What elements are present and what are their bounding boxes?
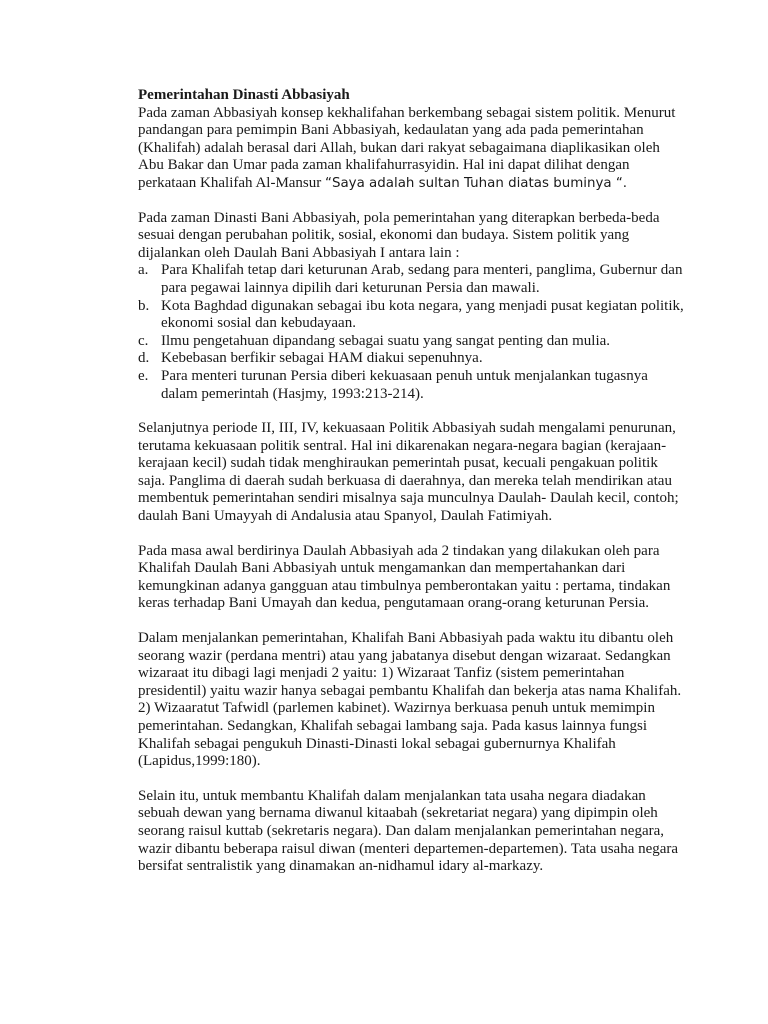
paragraph-wizaraat: Dalam menjalankan pemerintahan, Khalifah Bani Abbasiyah pada waktu itu dibantu oleh seorang wazir (perdana mentri) atau yang jabatanya disebut dengan wizaraat. Sedangkan wizaraat itu dibagi lagi menjadi 2 yaitu: 1) Wizaraat Tanfiz (sistem pemerintahan presidentil) yaitu wazir hanya sebagai pembantu Khalifah dan bekerja atas nama Khalifah. 2) Wizaaratut Tafwidl (parlemen kabinet). Wazirnya berkuasa penuh untuk memimpin pemerintahan. Sedangkan, Khalifah sebagai lambang saja. Pada kasus lainnya fungsi Khalifah sebagai pengukuh Dinasti-Dinasti lokal sebagai gubernurnya Khalifah (Lapidus,1999:180). [138,630,682,770]
list-item-text: Ilmu pengetahuan dipandang sebagai suatu yang sangat penting dan mulia. [161,332,611,349]
paragraph-political-system: Pada zaman Dinasti Bani Abbasiyah, pola pemerintahan yang diterapkan berbeda-beda sesuai dengan perubahan politik, sosial, ekonomi dan budaya. Sistem politik yang dijalankan oleh Daulah Bani Abbasiyah I antara lain : [138,209,660,261]
intro-text: Pada zaman Abbasiyah konsep kekhalifahan berkembang sebagai sistem politik. Menurut pandangan para pemimpin Bani Abbasiyah, kedaulatan yang ada pada pemerintahan (Khalifah) adalah berasal dari Allah, bukan dari rakyat sebagaimana diaplikasikan oleh Abu Bakar dan Umar pada zaman khalifahurrasyidin. Hal ini dapat dilihat dengan perkataan Khalifah Al-Mansur [138,104,676,191]
list-item [138,350,686,368]
list-item-text: Kota Baghdad digunakan sebagai ibu kota negara, yang menjadi pusat kegiatan politik, ekonomi sosial dan kebudayaan. [161,297,684,332]
document-title: Pemerintahan Dinasti Abbasiyah [138,87,350,103]
list-item-text: Para menteri turunan Persia diberi kekuasaan penuh untuk menjalankan tugasnya dalam pemerintah (Hasjmy, 1993:213-214). [161,367,648,402]
intro-paragraph [138,105,686,193]
list-item [138,333,686,351]
intro-quote: “Saya adalah sultan Tuhan diatas buminya “. [325,175,628,191]
list-item [138,262,686,297]
list-item-text: Kebebasan berfikir sebagai HAM diakui sepenuhnya. [161,350,483,367]
list-marker: d. [138,350,150,367]
list-marker: b. [138,297,150,314]
document-page [138,87,686,876]
list-item [138,298,686,333]
paragraph-administration: Selain itu, untuk membantu Khalifah dalam menjalankan tata usaha negara diadakan sebuah dewan yang bernama diwanul kitaabah (sekretariat negara) yang dipimpin oleh seorang raisul kuttab (sekretaris negara). Dan dalam menjalankan pemerintahan negara, wazir dibantu beberapa raisul diwan (menteri departemen-departemen). Tata usaha negara bersifat sentralistik yang dinamakan an-nidhamul idary al-markazy. [138,787,679,875]
political-system-list [138,262,686,403]
list-marker: e. [138,367,149,384]
paragraph-early-actions: Pada masa awal berdirinya Daulah Abbasiyah ada 2 tindakan yang dilakukan oleh para Khalifah Daulah Bani Abbasiyah untuk mengamankan dan mempertahankan dari kemungkinan adanya gangguan atau timbulnya pemberontakan yaitu : pertama, tindakan keras terhadap Bani Umayah dan kedua, pengutamaan orang-orang keturunan Persia. [138,542,671,612]
paragraph-decline: Selanjutnya periode II, III, IV, kekuasaan Politik Abbasiyah sudah mengalami penurunan, terutama kekuasaan politik sentral. Hal ini dikarenakan negara-negara bagian (kerajaan-kerajaan kecil) sudah tidak menghiraukan pemerintah pusat, kecuali pengakuan politik saja. Panglima di daerah sudah berkuasa di daerahnya, dan mereka telah mendirikan atau membentuk pemerintahan sendiri misalnya saja munculnya Daulah- Daulah kecil, contoh; daulah Bani Umayyah di Andalusia atau Spanyol, Daulah Fatimiyah. [138,420,679,525]
list-marker: a. [138,262,149,279]
list-item-text: Para Khalifah tetap dari keturunan Arab, sedang para menteri, panglima, Gubernur dan para pegawai lainnya dipilih dari keturunan Persia dan mawali. [161,262,683,296]
list-marker: c. [138,332,149,349]
list-item [138,368,686,403]
